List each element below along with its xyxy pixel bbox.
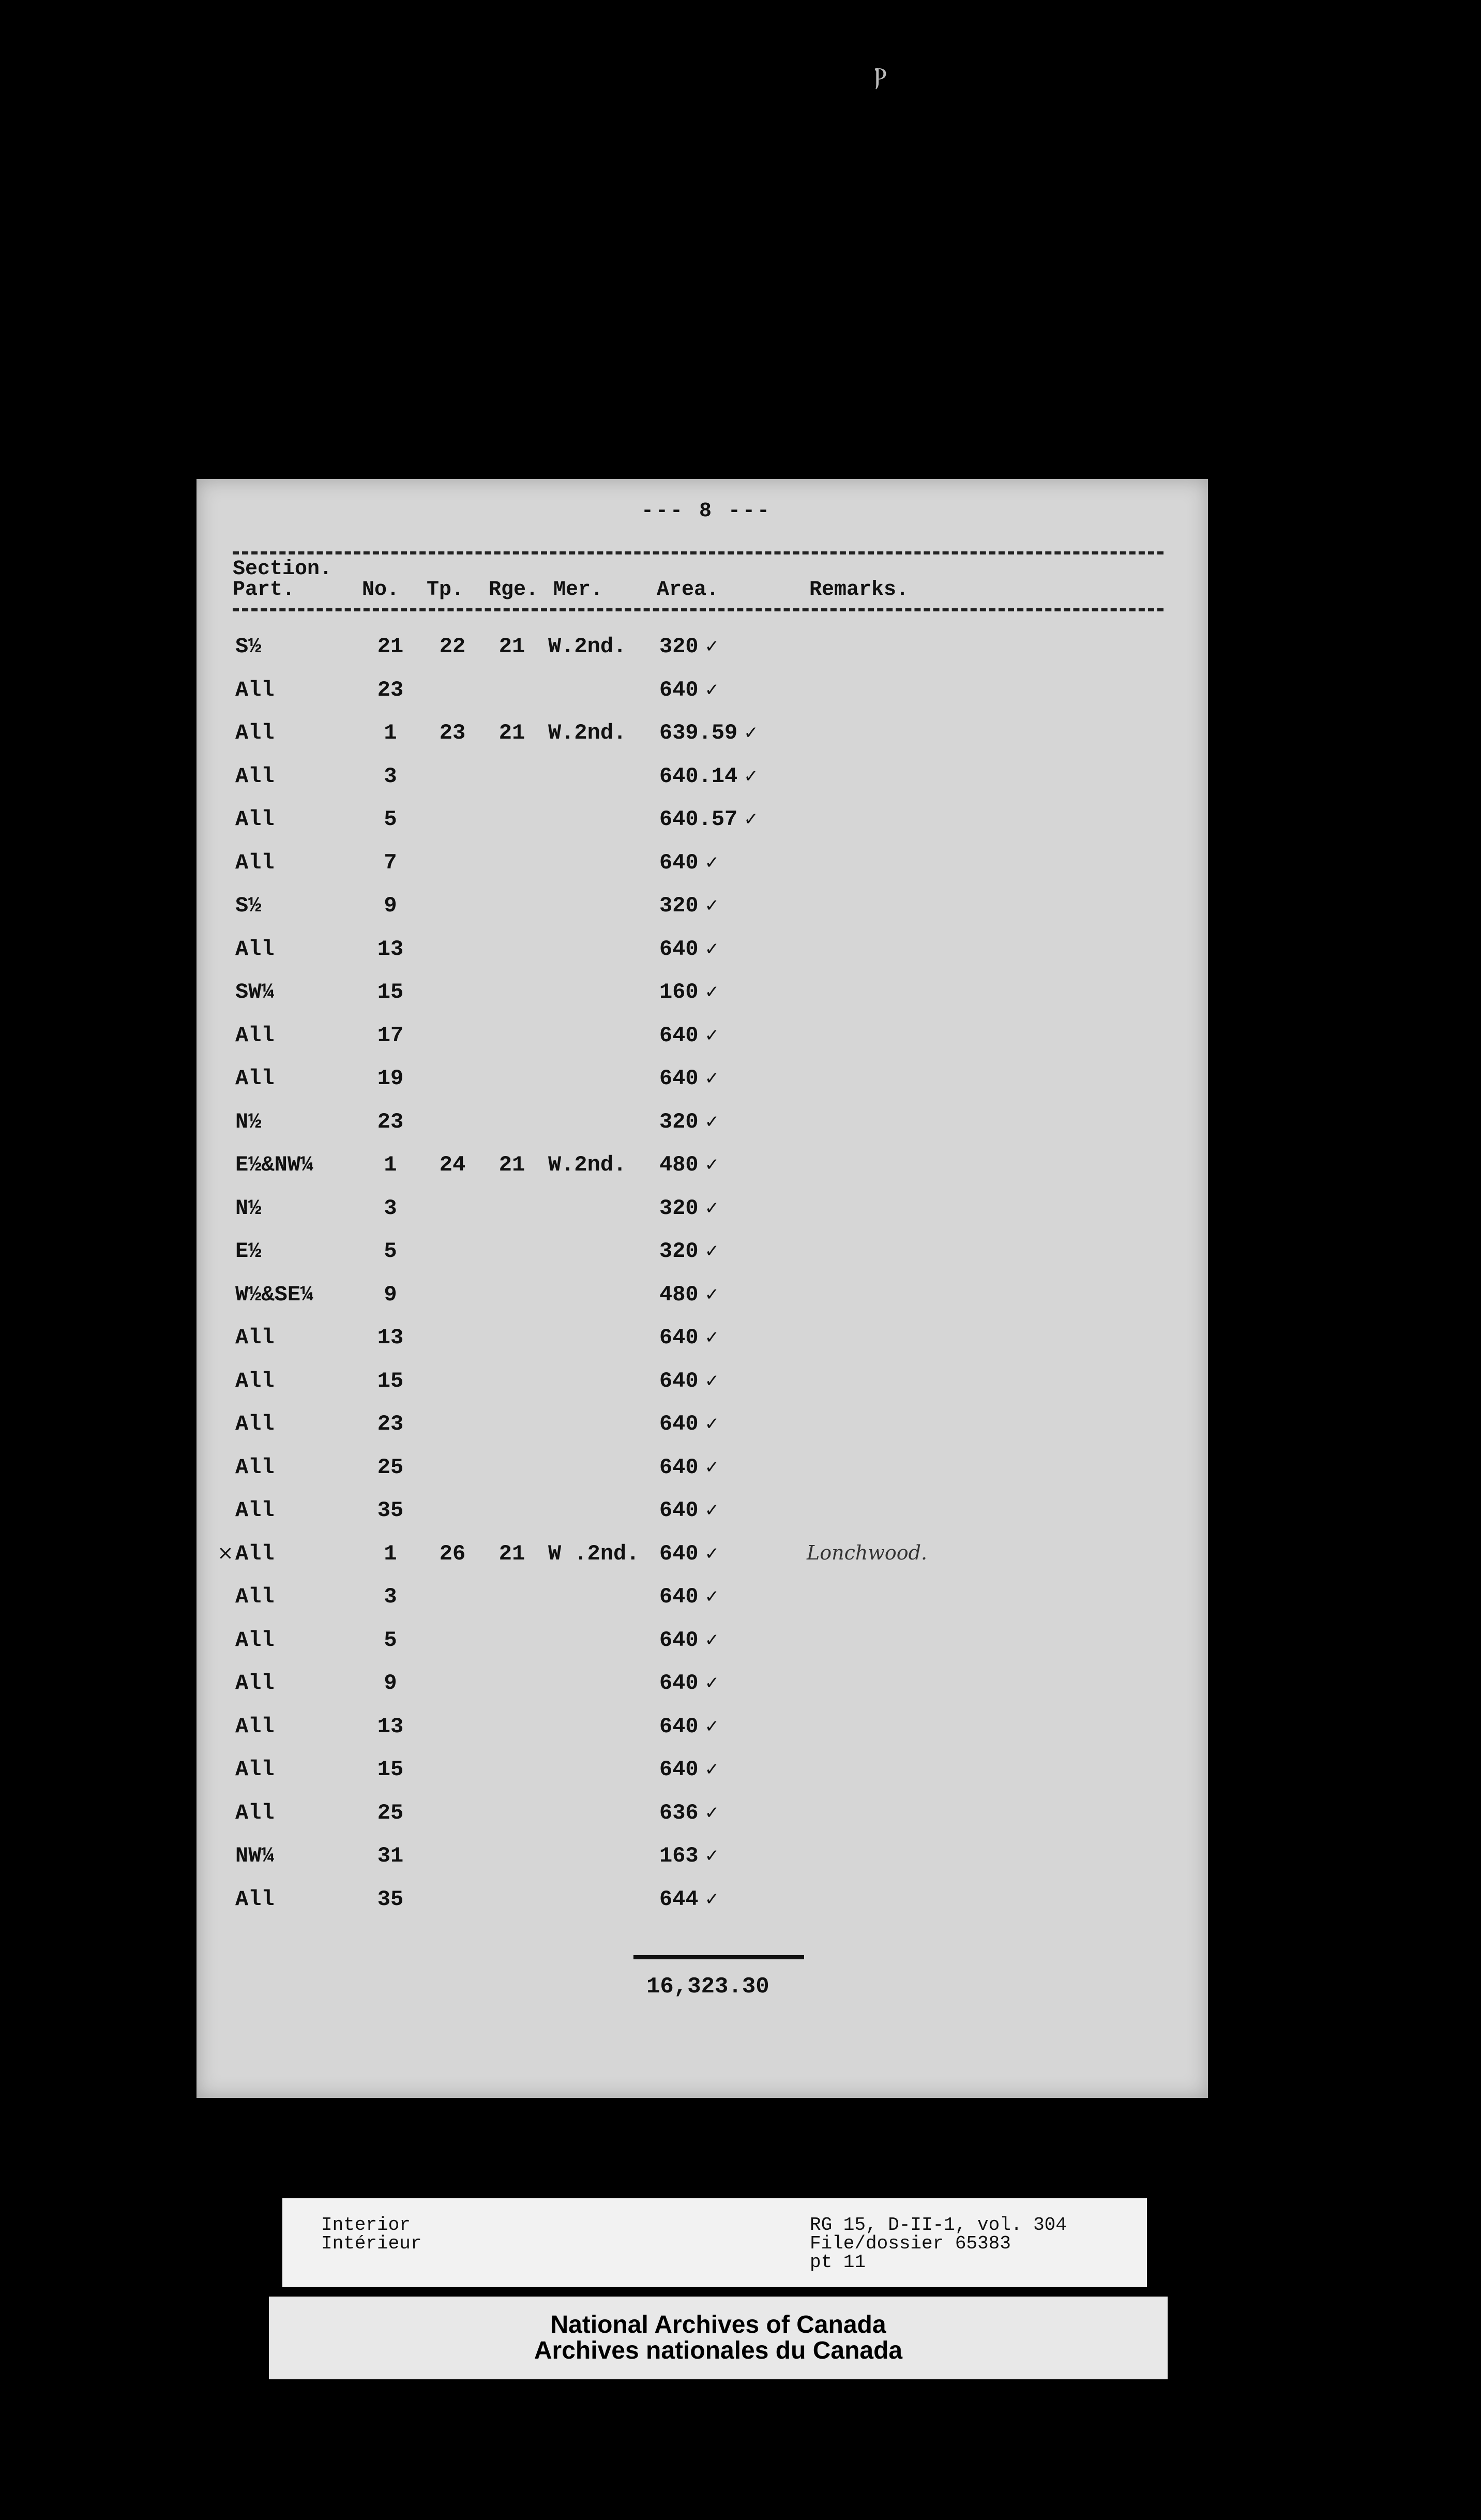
checkmark-icon: ✓ (704, 1586, 720, 1607)
checkmark-icon: ✓ (704, 1759, 720, 1780)
cell-part: All (235, 1627, 275, 1653)
cell-meridian: W.2nd. (548, 1152, 627, 1177)
cell-part: All (235, 1412, 275, 1436)
cell-meridian: W.2nd. (548, 634, 627, 659)
cell-area (659, 1887, 719, 1912)
cell-part: All (235, 807, 275, 832)
cell-area-value: 640 (659, 1368, 699, 1393)
cell-area-value: 320 (659, 1239, 699, 1264)
cell-area-value: 320 (659, 1195, 699, 1221)
checkmark-icon: ✓ (704, 1241, 720, 1262)
cell-section-no: 13 (377, 1325, 404, 1350)
cell-section-no: 25 (377, 1454, 404, 1480)
cell-area (659, 1023, 719, 1048)
checkmark-icon: ✓ (704, 1629, 720, 1651)
page-title: --- 8 --- (641, 500, 772, 523)
cell-section-no: 23 (377, 677, 404, 702)
cell-section-no: 15 (377, 1757, 404, 1782)
cell-section-no: 31 (377, 1843, 404, 1868)
cell-part: All (235, 936, 275, 962)
table-row (197, 980, 1208, 1011)
cell-section-no: 9 (384, 1671, 397, 1696)
cell-township: 26 (439, 1541, 466, 1566)
cell-section-no: 35 (377, 1886, 404, 1912)
checkmark-icon: ✓ (704, 1025, 720, 1046)
cell-area (659, 634, 719, 659)
cell-part: SW¼ (235, 980, 275, 1004)
cell-area (659, 1412, 719, 1436)
cell-area-value: 640 (659, 1757, 699, 1782)
cell-area-value: 480 (659, 1152, 699, 1177)
cell-part: E½&NW¼ (235, 1152, 314, 1177)
table-row (197, 1628, 1208, 1659)
header-mer: Mer. (553, 578, 603, 602)
table-row (197, 764, 1208, 795)
cell-area (659, 1196, 719, 1221)
cell-area (659, 1584, 719, 1609)
department-label (321, 2216, 421, 2253)
cell-area-value: 163 (659, 1843, 699, 1868)
archives-credit-card (269, 2297, 1168, 2379)
checkmark-icon: ✓ (704, 1673, 720, 1693)
table-row (197, 1843, 1208, 1874)
header-remarks: Remarks. (809, 578, 909, 602)
cell-township: 24 (439, 1152, 466, 1177)
cell-area-value: 320 (659, 1109, 699, 1134)
table-row (197, 1325, 1208, 1356)
archival-reference (810, 2216, 1067, 2272)
checkmark-icon: ✓ (704, 1500, 720, 1521)
cell-section-no: 17 (377, 1023, 404, 1048)
checkmark-icon: ✓ (704, 1543, 720, 1564)
table-row (197, 1239, 1208, 1270)
cell-part: N½ (235, 1109, 262, 1134)
checkmark-icon: ✓ (704, 938, 720, 959)
checkmark-icon: ✓ (704, 1327, 720, 1348)
table-row (197, 1109, 1208, 1141)
reference-card (282, 2198, 1147, 2287)
cell-area (659, 678, 719, 702)
header-tp: Tp. (427, 578, 464, 602)
cell-area (659, 1455, 719, 1480)
cell-range: 21 (498, 1541, 525, 1566)
cell-area-value: 160 (659, 980, 699, 1004)
cell-part: W½&SE¼ (235, 1282, 314, 1307)
corner-pencil-mark: Ⲣ (874, 62, 887, 91)
cell-section-no: 1 (384, 1541, 397, 1566)
cell-area-value: 640 (659, 1454, 699, 1480)
cell-part: All (235, 763, 275, 789)
cell-part: All (235, 1757, 275, 1782)
part-number: pt 11 (810, 2252, 866, 2273)
cell-section-no: 13 (377, 1714, 404, 1739)
cell-part: All (235, 1714, 275, 1739)
table-row (197, 1671, 1208, 1702)
table-row (197, 937, 1208, 968)
cell-part: All (235, 1023, 275, 1048)
cell-section-no: 3 (384, 1584, 397, 1609)
cell-area (659, 1066, 719, 1091)
table-row (197, 721, 1208, 752)
cell-section-no: 23 (377, 1109, 404, 1134)
cell-section-no: 1 (384, 1152, 397, 1177)
cell-part: E½ (235, 1239, 262, 1264)
checkmark-icon: ✓ (704, 636, 720, 657)
cell-part: All (235, 1671, 275, 1696)
checkmark-icon: ✓ (744, 723, 759, 743)
table-row (197, 1455, 1208, 1486)
cell-section-no: 23 (377, 1412, 404, 1436)
header-rge: Rge. (489, 578, 539, 602)
table-row (197, 1152, 1208, 1183)
cell-section-no: 25 (377, 1800, 404, 1825)
cell-area (659, 893, 719, 918)
checkmark-icon: ✓ (704, 1284, 720, 1305)
cell-area (659, 937, 719, 962)
cell-part: All (235, 1066, 275, 1091)
cell-range: 21 (498, 1152, 525, 1177)
cell-part: All (235, 721, 275, 745)
checkmark-icon: ✓ (704, 1888, 720, 1910)
checkmark-icon: ✓ (704, 895, 720, 916)
cell-area-value: 640.57 (659, 807, 738, 832)
cell-section-no: 5 (384, 1627, 397, 1653)
table-row (197, 1541, 1208, 1572)
cell-area-value: 644 (659, 1886, 699, 1912)
cell-area-value: 640 (659, 936, 699, 962)
cell-area-value: 640 (659, 1671, 699, 1696)
cell-area (659, 850, 719, 875)
cell-area (659, 1239, 719, 1264)
header-bottom-rule (233, 608, 1163, 611)
table-row (197, 1498, 1208, 1529)
cell-part: S½ (235, 634, 262, 659)
cell-area-value: 636 (659, 1800, 699, 1825)
checkmark-icon: ✓ (744, 809, 759, 830)
cell-part: All (235, 1886, 275, 1912)
header-no: No. (362, 578, 400, 602)
cell-township: 23 (439, 721, 466, 745)
cell-part: All (235, 1454, 275, 1480)
table-row (197, 1584, 1208, 1615)
checkmark-icon: ✓ (704, 1457, 720, 1478)
total-area: 16,323.30 (646, 1974, 769, 2000)
cell-part: NW¼ (235, 1843, 275, 1868)
cell-section-no: 35 (377, 1498, 404, 1523)
cell-area-value: 640 (659, 677, 699, 702)
cell-section-no: 3 (384, 1195, 397, 1221)
cell-area-value: 639.59 (659, 721, 738, 745)
cell-part: All (235, 1541, 275, 1566)
cell-area (659, 1714, 719, 1739)
cell-area (659, 980, 719, 1004)
table-row (197, 1369, 1208, 1400)
cell-area-value: 320 (659, 893, 699, 918)
cell-area-value: 640 (659, 1412, 699, 1436)
table-row (197, 1801, 1208, 1832)
cell-area-value: 640 (659, 1023, 699, 1048)
cell-part: All (235, 1498, 275, 1523)
cell-area (659, 1282, 719, 1307)
archives-name-en: National Archives of Canada (550, 2311, 886, 2338)
cell-area-value: 640 (659, 1714, 699, 1739)
department-fr: Intérieur (321, 2233, 422, 2254)
cell-meridian: W .2nd. (548, 1541, 640, 1566)
archives-name-fr: Archives nationales du Canada (534, 2337, 903, 2364)
cell-area (659, 1498, 719, 1523)
cell-part: All (235, 1368, 275, 1393)
cell-area-value: 640 (659, 1584, 699, 1609)
cell-section-no: 19 (377, 1066, 404, 1091)
cell-area (659, 1152, 719, 1177)
table-row (197, 1412, 1208, 1443)
table-row (197, 1282, 1208, 1313)
cell-area-value: 640.14 (659, 763, 738, 789)
cell-part: S½ (235, 893, 262, 918)
checkmark-icon: ✓ (704, 852, 720, 873)
cell-section-no: 1 (384, 721, 397, 745)
cell-area-value: 320 (659, 634, 699, 659)
table-row (197, 634, 1208, 665)
cell-section-no: 15 (377, 1368, 404, 1393)
cell-part: All (235, 1584, 275, 1609)
cell-area (659, 1843, 719, 1868)
cell-part: All (235, 677, 275, 702)
cell-area (659, 1671, 719, 1696)
table-row (197, 1066, 1208, 1097)
checkmark-icon: ✓ (704, 679, 720, 700)
cell-area-value: 640 (659, 1541, 699, 1566)
cell-area (659, 1109, 719, 1134)
table-row (197, 1714, 1208, 1745)
checkmark-icon: ✓ (744, 766, 759, 787)
cell-area-value: 640 (659, 1066, 699, 1091)
table-row (197, 893, 1208, 924)
cell-part: All (235, 1800, 275, 1825)
cell-area (659, 1757, 719, 1782)
checkmark-icon: ✓ (704, 1846, 720, 1866)
cell-section-no: 5 (384, 1239, 397, 1264)
checkmark-icon: ✓ (704, 1197, 720, 1219)
total-rule (633, 1955, 804, 1959)
cell-area-value: 640 (659, 1325, 699, 1350)
cell-section-no: 13 (377, 936, 404, 962)
cell-area (659, 764, 759, 789)
header-area: Area. (657, 578, 719, 602)
cell-section-no: 21 (377, 634, 404, 659)
cell-area (659, 807, 759, 832)
cell-section-no: 7 (384, 850, 397, 875)
checkmark-icon: ✓ (704, 1802, 720, 1823)
checkmark-icon: ✓ (704, 982, 720, 1002)
header-section: Section. (233, 558, 333, 581)
cell-part: All (235, 1325, 275, 1350)
cell-area (659, 1628, 719, 1653)
row-mark: × (217, 1541, 234, 1564)
cell-remark: Lonchwood. (807, 1541, 928, 1564)
table-row (197, 807, 1208, 838)
cell-area (659, 1801, 719, 1825)
table-row (197, 1196, 1208, 1227)
cell-section-no: 9 (384, 1282, 397, 1307)
cell-area-value: 640 (659, 850, 699, 875)
cell-area-value: 640 (659, 1627, 699, 1653)
table-row (197, 850, 1208, 881)
checkmark-icon: ✓ (704, 1111, 720, 1132)
record-group: RG 15, D-II-1, vol. 304 (810, 2214, 1067, 2236)
checkmark-icon: ✓ (704, 1414, 720, 1434)
checkmark-icon: ✓ (704, 1068, 720, 1089)
table-row (197, 1757, 1208, 1788)
cell-section-no: 3 (384, 763, 397, 789)
table-row (197, 678, 1208, 709)
cell-township: 22 (439, 634, 466, 659)
checkmark-icon: ✓ (704, 1716, 720, 1737)
cell-meridian: W.2nd. (548, 721, 627, 745)
cell-part: All (235, 850, 275, 875)
cell-area (659, 1541, 719, 1566)
checkmark-icon: ✓ (704, 1370, 720, 1391)
cell-section-no: 5 (384, 807, 397, 832)
document-sheet (197, 479, 1208, 2098)
cell-range: 21 (498, 634, 525, 659)
cell-area-value: 640 (659, 1498, 699, 1523)
table-row (197, 1023, 1208, 1054)
cell-range: 21 (498, 721, 525, 745)
cell-area (659, 1369, 719, 1393)
header-part: Part. (233, 578, 295, 602)
cell-area (659, 721, 759, 745)
cell-section-no: 15 (377, 980, 404, 1004)
cell-part: N½ (235, 1195, 262, 1221)
cell-section-no: 9 (384, 893, 397, 918)
file-number: File/dossier 65383 (810, 2233, 1011, 2254)
header-top-rule (233, 551, 1163, 554)
header-section-part (233, 559, 332, 601)
table-row (197, 1887, 1208, 1918)
cell-area (659, 1325, 719, 1350)
cell-area-value: 480 (659, 1282, 699, 1307)
department-en: Interior (321, 2214, 411, 2236)
checkmark-icon: ✓ (704, 1154, 720, 1175)
